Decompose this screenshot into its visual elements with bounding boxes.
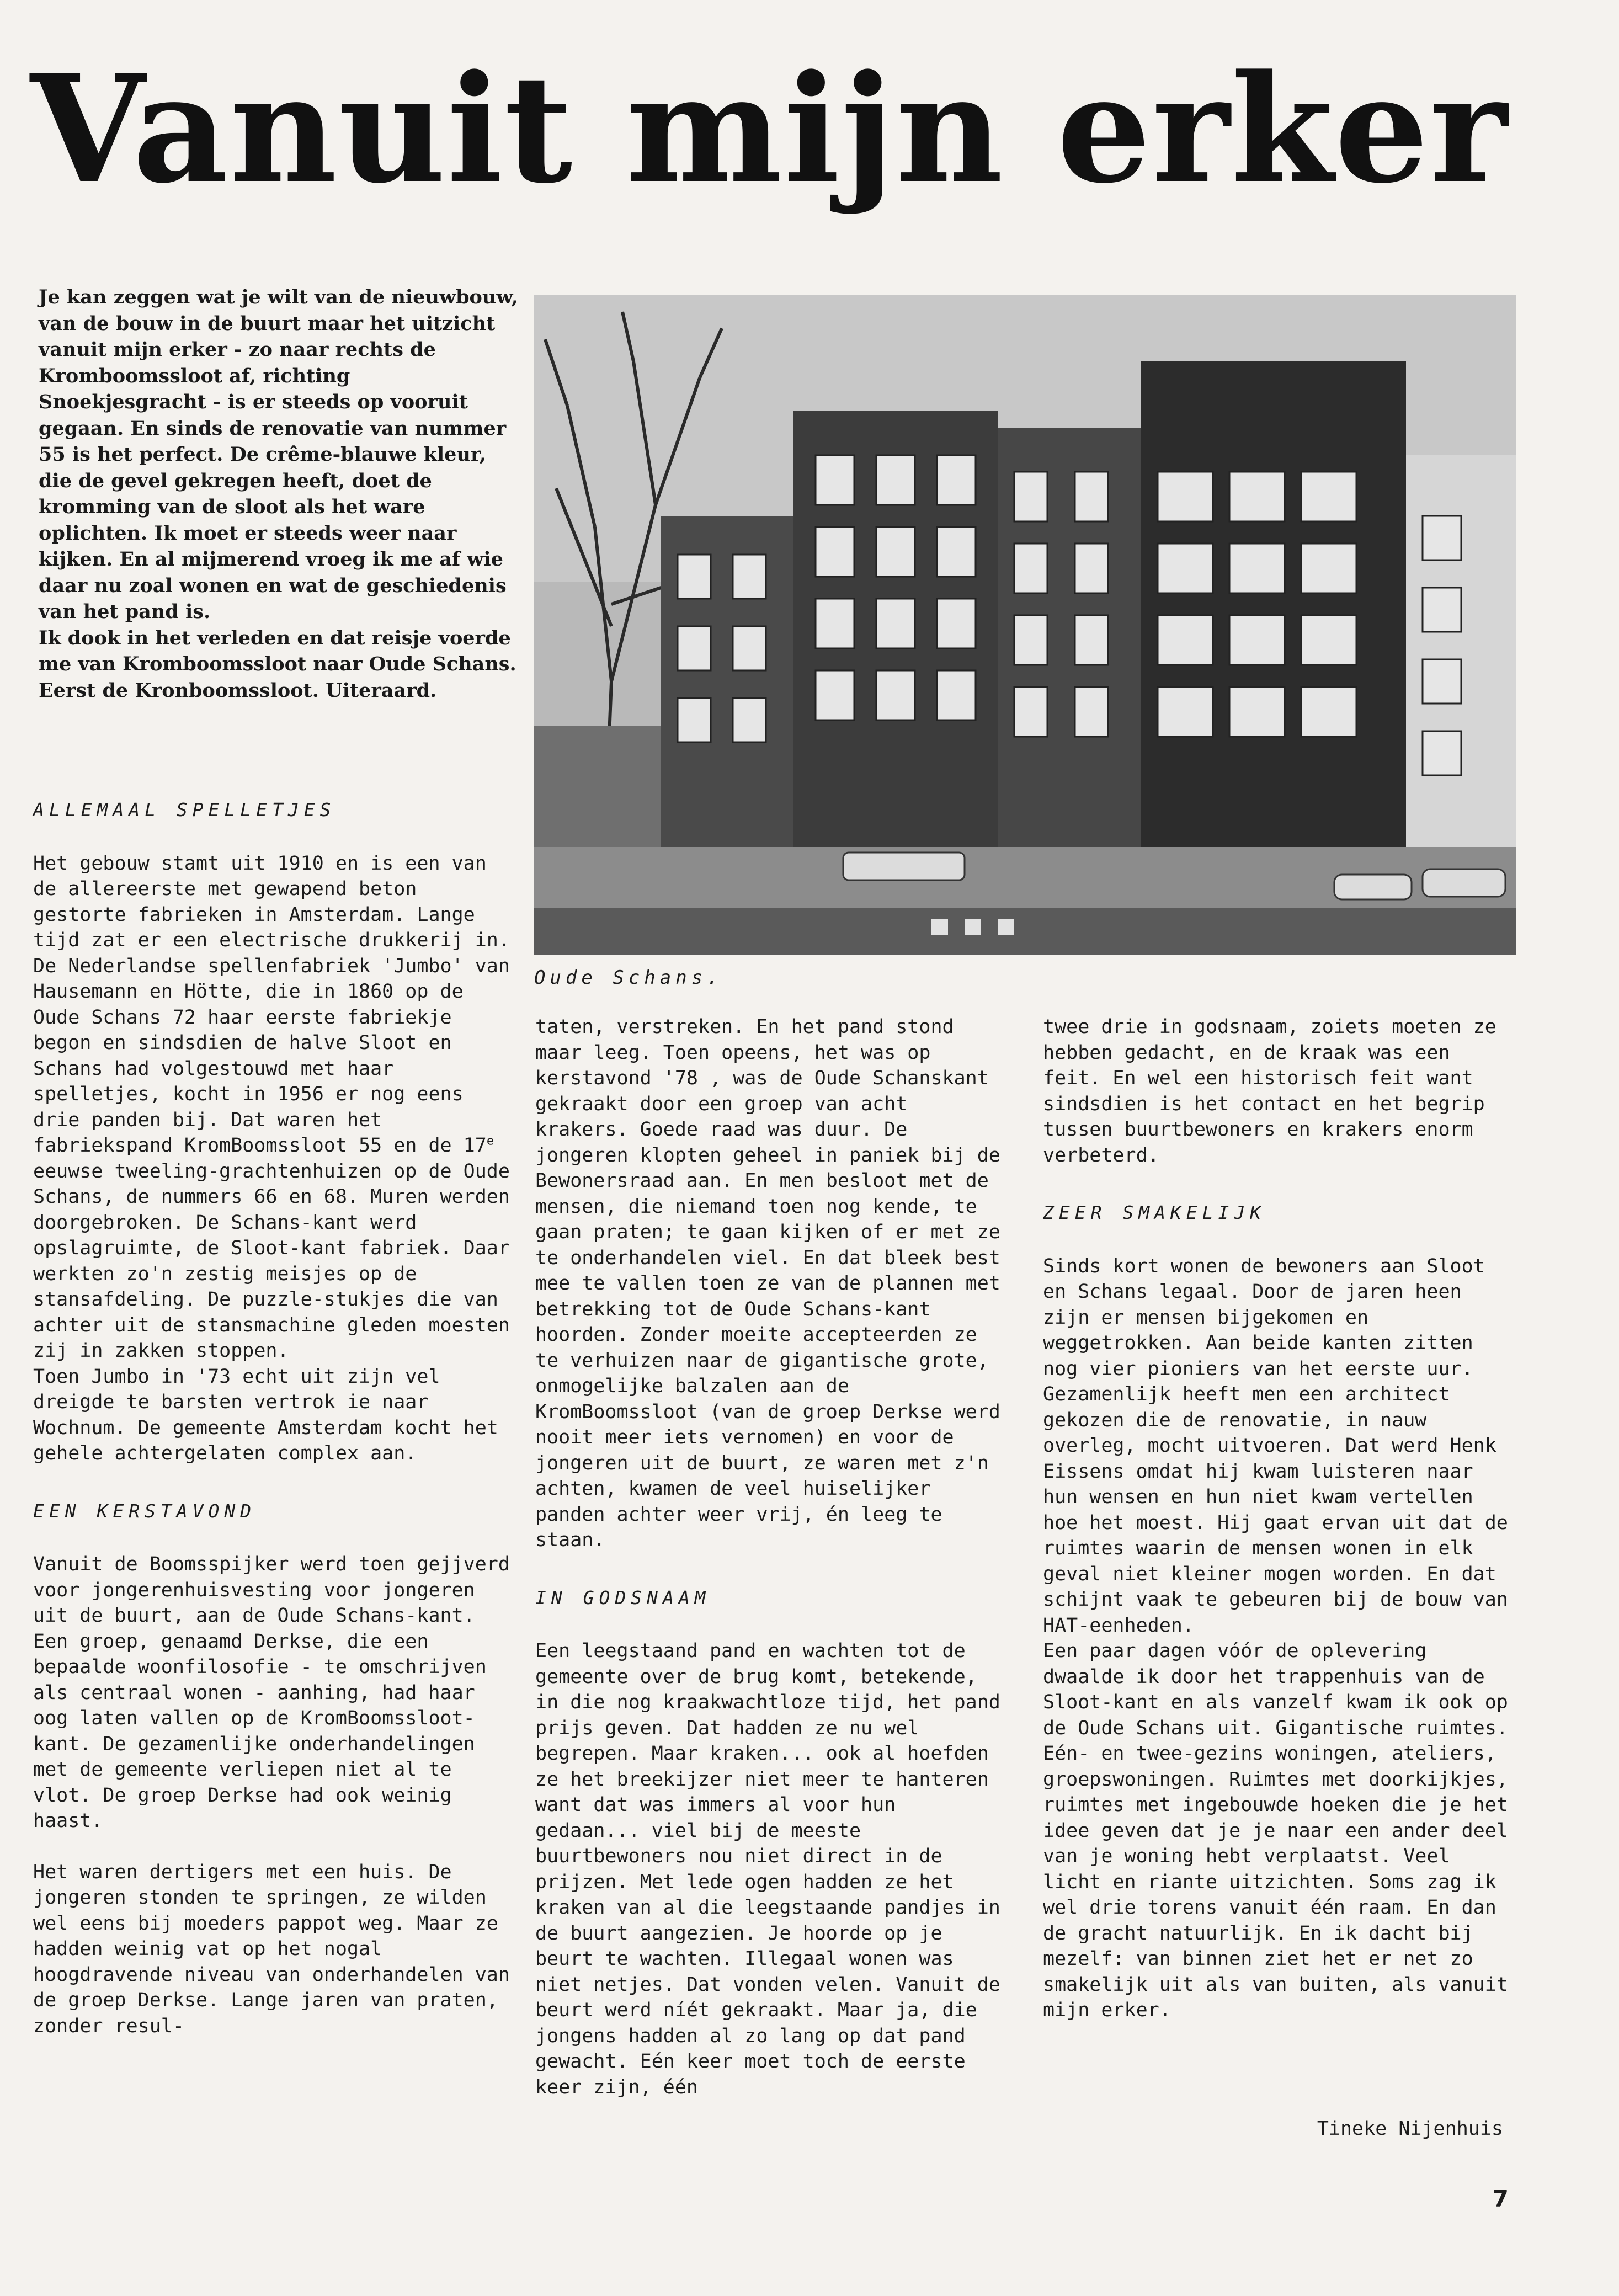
author-signature: Tineke Nijenhuis <box>1317 2118 1503 2140</box>
paragraph: twee drie in godsnaam, zoiets moeten ze hebben gedacht, en de kraak was een feit. En wel een historisch feit want sindsdien is het contact en het begrip tussen buurtbewoners en krakers enorm verbeterd. <box>1043 1016 1496 1166</box>
superscript: e <box>486 1134 494 1148</box>
street-photo <box>534 295 1516 955</box>
paragraph: Het gebouw stamt uit 1910 en is een van de allereerste met gewapend beton gestorte fabrieken in Amsterdam. Lange tijd zat er een electrische drukkerij in. <box>33 852 510 951</box>
paragraph: Het waren dertigers met een huis. De jongeren stonden te springen, ze wilden wel eens bij moeders pappot weg. Maar ze hadden weinig vat op het nogal hoogdravende niveau van onderhandelen van de groep Derkse. Lange jaren van praten, zonder resul- <box>33 1861 510 2037</box>
page-title: Vanuit mijn erker <box>30 42 1509 216</box>
paragraph: Vanuit de Boomsspijker werd toen gejjverd voor jongerenhuisvesting voor jongeren uit de buurt, aan de Oude Schans-kant. Een groep, genaamd Derkse, die een bepaalde woonfilosofie - te omschrijven als centraal wonen - aanhing, had haar oog laten vallen op de KromBoomssloot-kant. De gezamenlijke onderhandelingen met de gemeente verliepen niet al te vlot. De groep Derkse had ook weinig haast. <box>33 1553 510 1832</box>
column-1 <box>33 797 519 2039</box>
paragraph: Een leegstaand pand en wachten tot de gemeente over de brug komt, betekende, in die nog kraakwachtloze tijd, het pand prijs geven. Dat hadden ze nu wel begrepen. Maar kraken... ook al hoefden ze het breekijzer niet meer te hanteren want dat was immers al voor hun gedaan... viel bij de meeste buurtbewoners nou niet direct in de prijzen. Met lede ogen hadden ze het kraken van al die leegstaande pandjes in de buurt aangezien. Je hoorde op je beurt te wachten. Illegaal wonen was niet netjes. Dat vonden velen. Vanuit de beurt werd níét gekraakt. Maar ja, die jongens hadden al zo lang op dat pand gewacht. Eén keer moet toch de eerste keer zijn, één <box>535 1640 1000 2098</box>
section-heading: EEN KERSTAVOND <box>33 1500 257 1522</box>
intro-paragraph: Ik dook in het verleden en dat reisje voerde me van Kromboomssloot naar Oude Schans. Eerst de Kronboomssloot. Uiteraard. <box>39 626 516 702</box>
column-2 <box>535 1014 1004 2100</box>
photo-caption: Oude Schans. <box>534 967 723 989</box>
paragraph: Een paar dagen vóór de oplevering dwaalde ik door het trappenhuis van de Sloot-kant en als vanzelf kwam ik ook op de Oude Schans uit. Gigantische ruimtes. Eén- en twee-gezins woningen, ateliers, groepswoningen. Ruimtes met doorkijkjes, ruimtes met ingebouwde hoeken die je het idee geven dat je je naar een ander deel van je woning hebt verplaatst. Veel licht en riante uitzichten. Soms zag ik wel drie torens vanuit één raam. En dan de gracht natuurlijk. En ik dacht bij mezelf: van binnen ziet het er net zo smakelijk uit als van buiten, als vanuit mijn erker. <box>1043 1640 1508 2021</box>
intro-text <box>39 284 524 704</box>
paragraph: Sinds kort wonen de bewoners aan Sloot en Schans legaal. Door de jaren heen zijn er mensen bijgekomen en weggetrokken. Aan beide kanten zitten nog vier pioniers van het eerste uur. Gezamenlijk heeft men een architect gekozen die de renovatie, in nauw overleg, mocht uitvoeren. Dat werd Henk Eissens omdat hij kwam luisteren naar hun wensen en hun niet kwam vertellen hoe het moest. Hij gaat ervan uit dat de ruimtes waarin de mensen wonen in elk geval niet kleiner mogen worden. En dat schijnt vaak te gebeuren bij de bouw van HAT-eenheden. <box>1043 1255 1508 1637</box>
paragraph: Toen Jumbo in '73 echt uit zijn vel dreigde te barsten vertrok ie naar Wochnum. De gemeente Amsterdam kocht het gehele achtergelaten complex aan. <box>33 1365 498 1464</box>
section-heading: ZEER SMAKELIJK <box>1043 1202 1266 1223</box>
paragraph-part: De Nederlandse spellenfabriek 'Jumbo' van Hausemann en Hötte, die in 1860 op de Oude Schans 72 haar eerste fabriekje begon en sindsdien de halve Sloot en Schans had volgestouwd met haar spelletjes, kocht in 1956 er nog eens drie panden bij. Dat waren het fabriekspand KromBoomssloot 55 en de 17 <box>33 955 510 1157</box>
section-heading: ALLEMAAL SPELLETJES <box>33 799 336 821</box>
intro-paragraph: Je kan zeggen wat je wilt van de nieuwbouw, van de bouw in de buurt maar het uitzicht vanuit mijn erker - zo naar rechts de Kromboomssloot af, richting Snoekjesgracht - is er steeds op vooruit gegaan. En sinds de renovatie van nummer 55 is het perfect. De crême-blauwe kleur, die de gevel gekregen heeft, doet de kromming van de sloot als het ware oplichten. Ik moet er steeds weer naar kijken. En al mijmerend vroeg ik me af wie daar nu zoal wonen en wat de geschiedenis van het pand is. <box>39 286 518 623</box>
paragraph-part: eeuwse tweeling-grachtenhuizen op de Oude Schans, de nummers 66 en 68. Muren werden doorgebroken. De Schans-kant werd opslagruimte, de Sloot-kant fabriek. Daar werkten zo'n zestig meisjes op de stansafdeling. De puzzle-stukjes die van achter uit de stansmachine gleden moesten zij in zakken stoppen. <box>33 1160 510 1362</box>
section-heading: IN GODSNAAM <box>535 1586 711 1608</box>
column-3 <box>1043 1014 1512 2023</box>
paragraph <box>33 953 519 1364</box>
paragraph: taten, verstreken. En het pand stond maar leeg. Toen opeens, het was op kerstavond '78 , was de Oude Schanskant gekraakt door een groep van acht krakers. Goede raad was duur. De jongeren klopten geheel in paniek bij de Bewonersraad aan. En men besloot met de mensen, die niemand toen nog kende, te gaan praten; te gaan kijken of er met ze te onderhandelen viel. En dat bleek best mee te vallen toen ze van de plannen met betrekking tot de Oude Schans-kant hoorden. Zonder moeite accepteerden ze te verhuizen naar de gigantische grote, onmogelijke balzalen aan de KromBoomssloot (van de groep Derkse werd nooit meer iets vernomen) en voor de jongeren uit de buurt, ze waren met z'n achten, kwamen de veel huiselijker panden achter weer vrij, én leeg te staan. <box>535 1016 1000 1551</box>
page-number: 7 <box>1492 2185 1509 2212</box>
